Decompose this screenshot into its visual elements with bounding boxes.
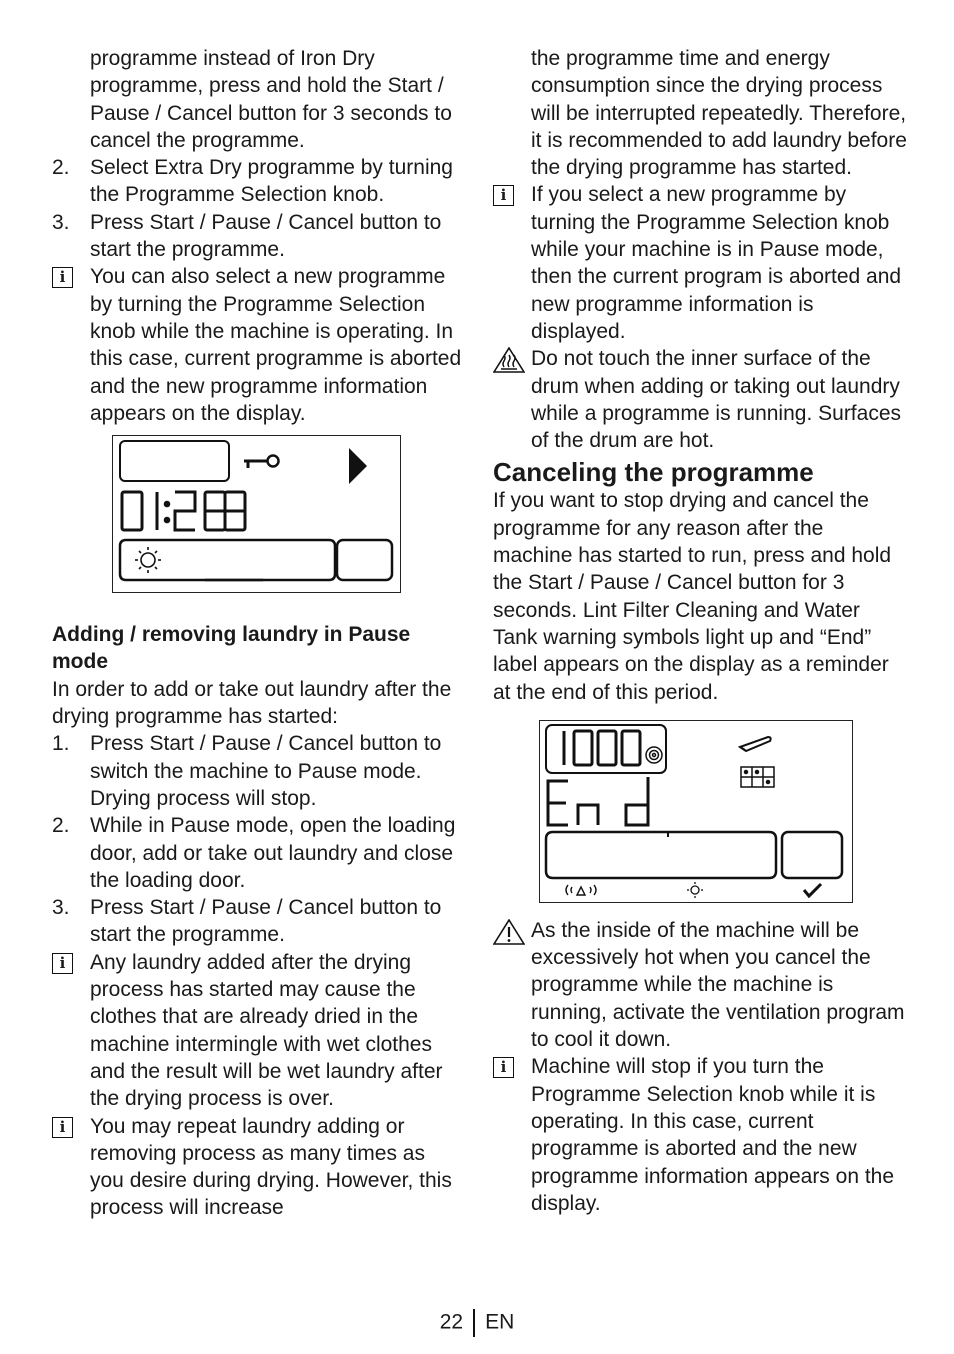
warning-note: As the inside of the machine will be excessively hot when you cancel the programme while the machine is running, activate the ventilation program to cool it down. [493,917,908,1053]
info-icon: i [52,267,73,288]
info-note: i You can also select a new programme by turning the Programme Selection knob while the machine is operating. In this case, current programme is aborted and the new programme information appears on the display. [52,263,462,427]
lint-filter-icon [740,737,771,751]
intro-continuation: programme instead of Iron Dry programme, press and hold the Start / Pause / Cancel button for 3 seconds to cancel the programme. [90,47,452,152]
cancel-paragraph: If you want to stop drying and cancel the programme for any reason after the machine has started to run, press and hold the Start / Pause / Cancel button for 3 seconds. Lint Filter Cleaning and Water Tank warning symbols light up and “End” label appears on the display as a reminder at the end of this period. [493,489,892,704]
step-item: 3. Press Start / Pause / Cancel button to start the programme. [52,210,442,262]
buzzer-icon [566,885,596,895]
section-title: Adding / removing laundry in Pause mode [52,623,411,674]
warning-icon [493,919,525,945]
hot-surface-warning-icon [493,347,525,373]
left-column [52,45,462,1222]
water-tank-icon [741,767,774,787]
step-item: 3. Press Start / Pause / Cancel button to start the programme. [52,896,442,947]
end-text [548,777,648,825]
footer-divider [473,1309,475,1337]
info-note: i Machine will stop if you turn the Programme Selection knob while it is operating. In this case, current programme is aborted and the new programme information appears on the display. [493,1053,908,1217]
continuation-text: the programme time and energy consumption since the drying process will be interrupted repeatedly. Therefore, it is recommended to add laundry before the drying programme has started. [531,47,907,180]
warning-note: Do not touch the inner surface of the drum when adding or taking out laundry while a programme is running. Surfaces of the drum are hot. [493,345,908,454]
sun-icon [687,882,703,898]
page-footer [0,1309,954,1337]
play-icon [349,448,367,484]
info-note: i You may repeat laundry adding or removing process as many times as you desire during drying. However, this process will increase [52,1113,462,1222]
section-intro: In order to add or take out laundry after the drying programme has started: [52,677,452,729]
top-digits [564,731,640,765]
section-heading: Canceling the programme [493,457,814,488]
info-note: i If you select a new programme by turning the Programme Selection knob while your machine is in Pause mode, then the current program is aborted and new programme information is displayed. [493,181,908,345]
page-number: 22 [439,1310,464,1334]
check-icon [804,884,821,896]
lcd-drawing [540,721,852,902]
step-item: 2. Select Extra Dry programme by turning the Programme Selection knob. [52,156,453,207]
info-icon: i [493,185,514,206]
info-note: i Any laundry added after the drying process has started may cause the clothes that are already dried in the machine intermingle with wet clothes and the result will be wet laundry after the drying process is over. [52,949,462,1113]
key-icon [244,456,279,469]
sun-icon [135,547,161,573]
right-column [493,45,908,1217]
info-icon: i [52,1117,73,1138]
info-icon: i [493,1057,514,1078]
spin-icon [646,747,662,763]
display-illustration-end [539,720,853,903]
info-icon: i [52,953,73,974]
time-digits [122,492,245,530]
step-item: 1. Press Start / Pause / Cancel button to switch the machine to Pause mode. Drying process will stop. [52,732,442,810]
step-item: 2. While in Pause mode, open the loading door, add or take out laundry and close the loading door. [52,814,456,892]
display-illustration-time [112,435,401,593]
language-label: EN [485,1310,515,1334]
lcd-drawing [113,436,400,592]
